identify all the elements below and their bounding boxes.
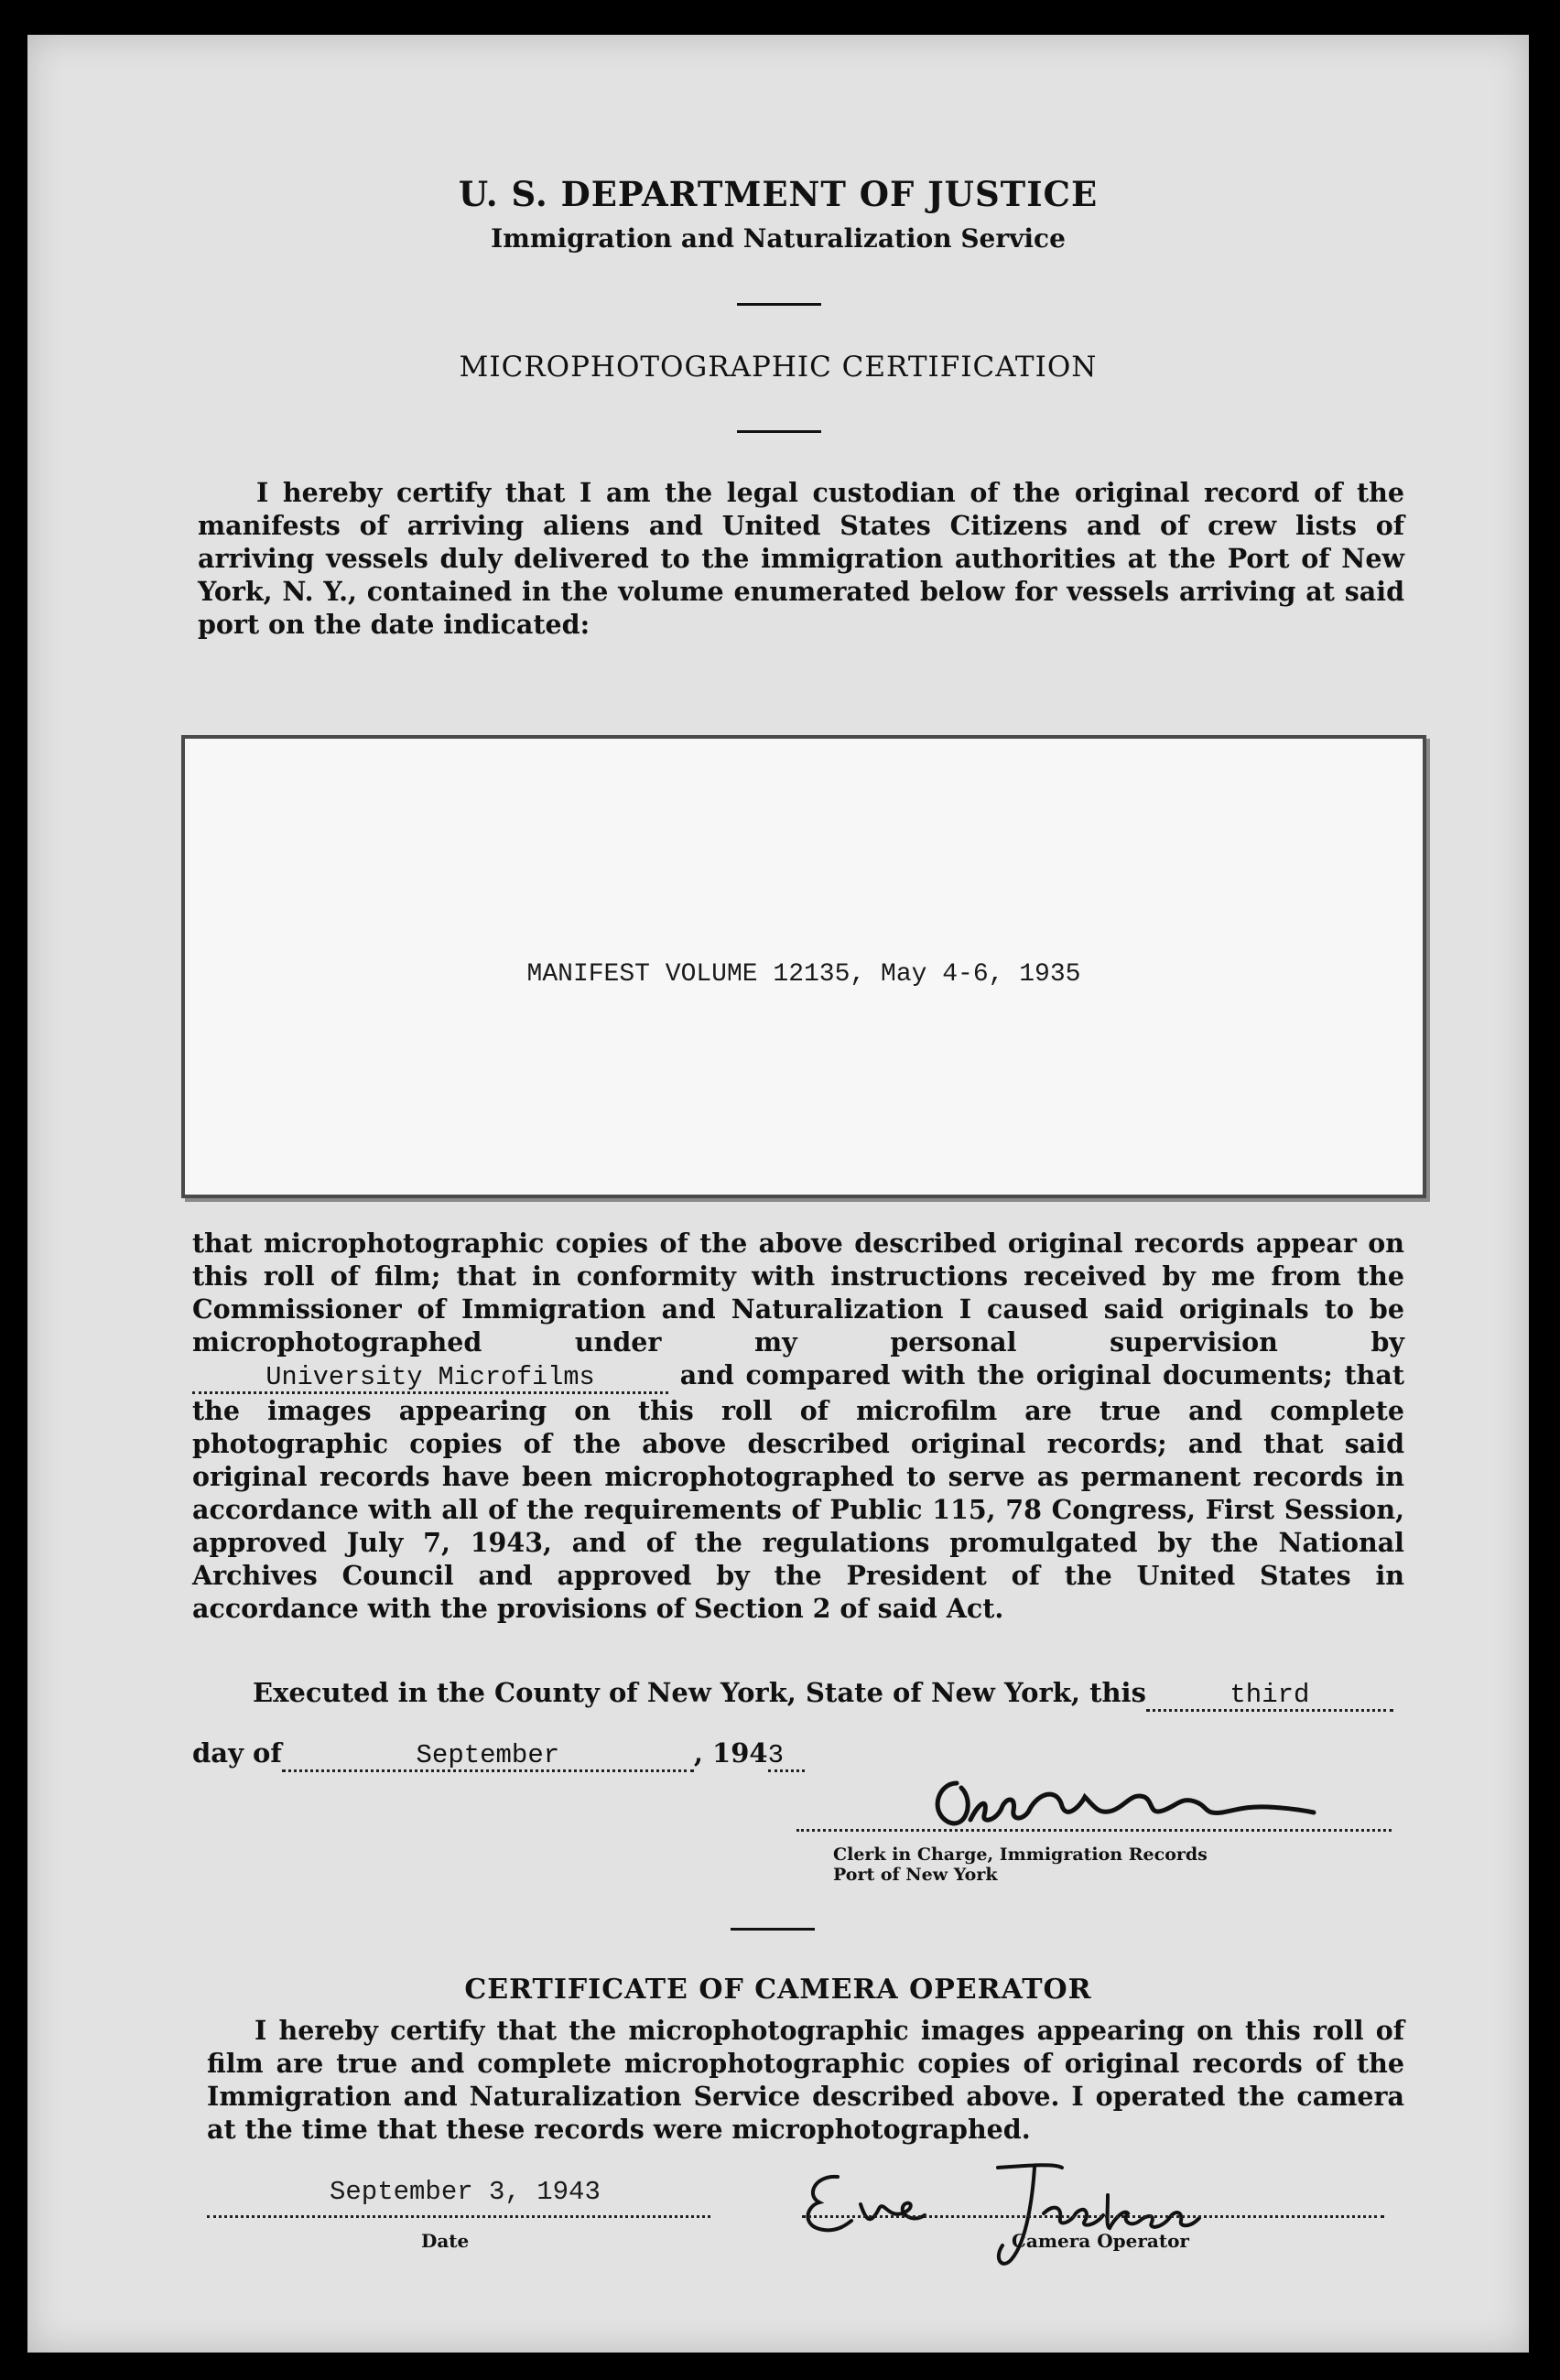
- certificate-title: MICROPHOTOGRAPHIC CERTIFICATION: [459, 351, 1098, 384]
- execution-line: [253, 1677, 1393, 1712]
- execution-month: September: [282, 1742, 694, 1772]
- operator-date-line: [207, 2215, 710, 2218]
- operator-cert-paragraph: I hereby certify that the microphotographic images appearing on this roll of film are true and complete microphotographic copies of original records of the Immigration and Naturalization Service described above. I operated the camera at the time that these records were microphotographed.: [207, 2015, 1404, 2145]
- certification-text-2: and compared with the original documents; that the images appearing on this roll of microfilm are true and complete photographic copies of the above described original records; and that said original records have been microphotographed to serve as permanent records in accordance with all of the requirements of Public 115, 78 Congress, First Session, approved July 7, 1943, and of the regulations promulgated by the National Archives Council and approved by the President of the United States in accordance with the provisions of Section 2 of said Act.: [192, 1359, 1404, 1624]
- day-of-label: day of: [192, 1737, 282, 1769]
- intro-paragraph: I hereby certify that I am the legal custodian of the original record of the manifests of arriving aliens and United States Citizens and of crew lists of arriving vessels duly delivered to the immigration authorities at the Port of New York, N. Y., contained in the volume enumerated below for vessels arriving at said port on the date indicated:: [198, 477, 1404, 640]
- agency-heading: U. S. DEPARTMENT OF JUSTICE: [458, 174, 1099, 214]
- certificate-page: [27, 35, 1529, 2353]
- year-digit: 3: [768, 1742, 805, 1772]
- date-line: [192, 1737, 805, 1772]
- operator-date-label: Date: [421, 2230, 470, 2252]
- supervisor-field: University Microfilms: [192, 1364, 668, 1394]
- clerk-signature: [920, 1756, 1323, 1847]
- clerk-title-line1: Clerk in Charge, Immigration Records: [833, 1844, 1208, 1865]
- service-subheading: Immigration and Naturalization Service: [491, 223, 1066, 254]
- clerk-title: [833, 1844, 1208, 1885]
- divider: [737, 430, 821, 433]
- divider: [731, 1928, 815, 1931]
- operator-date-value: September 3, 1943: [330, 2177, 601, 2207]
- operator-cert-heading: CERTIFICATE OF CAMERA OPERATOR: [464, 1974, 1092, 2006]
- divider: [737, 303, 821, 306]
- year-prefix: , 194: [693, 1737, 768, 1769]
- execution-prefix: Executed in the County of New York, State of New York, this: [253, 1677, 1146, 1708]
- camera-operator-label: Camera Operator: [1012, 2230, 1189, 2252]
- clerk-title-line2: Port of New York: [833, 1865, 998, 1885]
- operator-signature-line: [802, 2215, 1384, 2218]
- operator-signature: [787, 2140, 1208, 2277]
- certification-text-1: that microphotographic copies of the above described original records appear on this roll of film; that in conformity with instructions received by me from the Commissioner of Immigration and Naturalization I caused said originals to be microphotographed under my personal supervision by: [192, 1228, 1404, 1358]
- certification-paragraph: [192, 1227, 1404, 1625]
- execution-day: third: [1146, 1682, 1393, 1712]
- volume-box: [181, 735, 1426, 1198]
- manifest-volume: MANIFEST VOLUME 12135, May 4-6, 1935: [526, 960, 1081, 989]
